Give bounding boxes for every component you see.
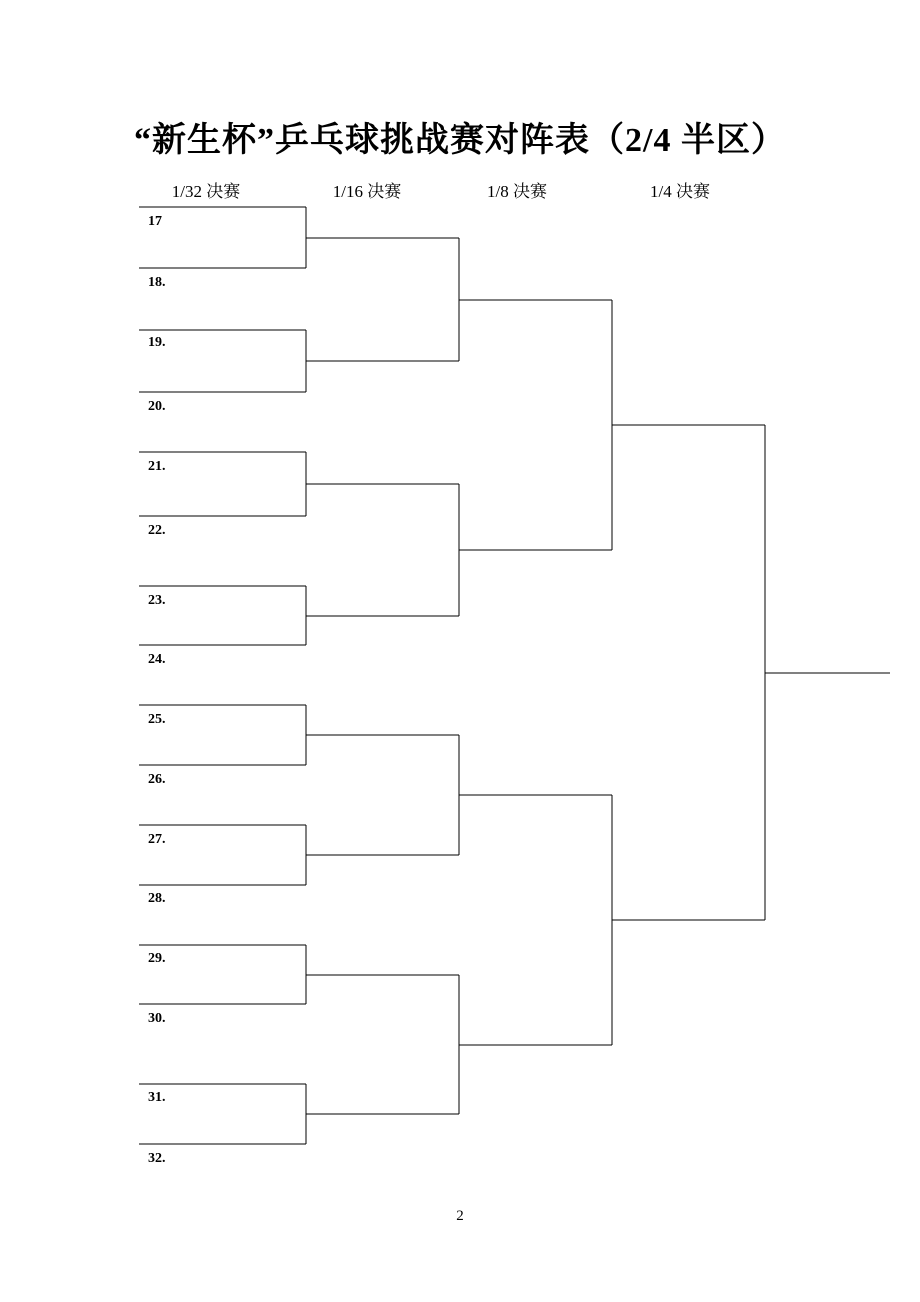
slot-label: 26. <box>148 772 166 787</box>
slot-label: 20. <box>148 399 166 414</box>
slot-label: 31. <box>148 1090 166 1105</box>
slot-label: 24. <box>148 652 166 667</box>
page-title: “新生杯”乒乓球挑战赛对阵表（2/4 半区） <box>134 122 786 159</box>
slot-label: 27. <box>148 832 166 847</box>
slot-label: 22. <box>148 523 166 538</box>
slot-label: 28. <box>148 891 166 906</box>
page-number: 2 <box>456 1208 464 1224</box>
slot-label: 29. <box>148 951 166 966</box>
round-label-1-32: 1/32 决赛 <box>171 182 241 201</box>
slot-label: 23. <box>148 593 166 608</box>
slot-label: 18. <box>148 275 166 290</box>
slot-label: 21. <box>148 459 166 474</box>
slot-label: 17 <box>148 214 162 229</box>
round-label-1-16: 1/16 决赛 <box>332 182 402 201</box>
slot-label: 25. <box>148 712 166 727</box>
slot-label: 19. <box>148 335 166 350</box>
slot-label: 32. <box>148 1151 166 1166</box>
slot-label: 30. <box>148 1011 166 1026</box>
round-label-1-4: 1/4 决赛 <box>650 182 710 201</box>
round-label-1-8: 1/8 决赛 <box>487 182 547 201</box>
